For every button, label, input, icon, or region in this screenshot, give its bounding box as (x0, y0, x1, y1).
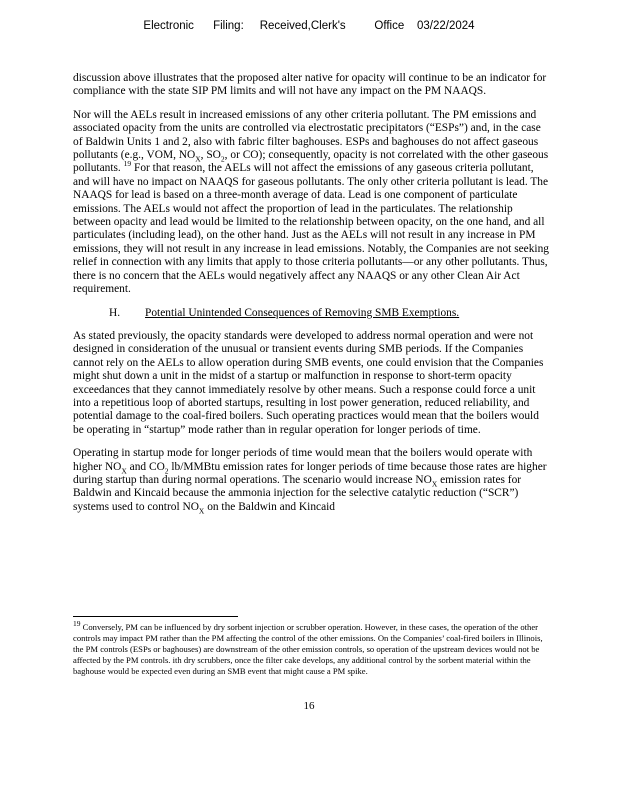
subscript: 2 (220, 154, 225, 164)
paragraph-startup-mode (73, 447, 551, 514)
section-letter: H. (109, 306, 121, 319)
subscript: X (431, 479, 438, 489)
subscript: X (121, 465, 127, 475)
text-run: Operating in startup mode for longer periods of time would mean that the boilers would operate with higher NO (73, 447, 533, 473)
subscript: 2 (164, 465, 169, 475)
section-heading (73, 307, 551, 320)
paragraph-criteria-pollutants (73, 109, 551, 297)
text-run: Nor will the AELs result in increased emissions of any other criteria pollutant. The PM emissions and associated opacity from the units are controlled via electrostatic precipitators (“ESPs”) and, in the case of Baldwin Units 1 and 2, also with fabric filter baghouses. ESPs and baghouses do not affect gaseous pollutants (e.g., VOM, NO (73, 108, 541, 162)
section-title: Potential Unintended Consequences of Removing SMB Exemptions. (145, 306, 460, 319)
paragraph-smb-consequences: As stated previously, the opacity standards were developed to address normal operation and were not designed in consideration of the unusual or transient events during SMB periods. If the Companies cannot rely on the AELs to allow operation during SMB events, one could envision that the Companies might shut down a unit in the midst of a startup or malfunction in response to short-term opacity exceedances that they cannot immediately resolve by other means. Such a response could force a unit into a repetitious loop of aborted startups, resulting in lost power generation, reduced reliability, and potential damage to the coal-fired boilers. Such operating practices would mean that the boilers would be operating in “startup” mode rather than in regular operation for longer periods of time. (73, 329, 544, 436)
text-run: , SO (200, 149, 221, 162)
text-run: and CO (126, 460, 165, 473)
text-run: on the Baldwin and Kincaid (204, 500, 335, 513)
text-run: lb/MMBtu emission rates for longer periods of time because those rates are higher during startup than during normal operations. The scenario would increase NO (73, 460, 547, 486)
paragraph-opacity-indicator: discussion above illustrates that the proposed alter native for opacity will continue to be an indicator for compliance with the state SIP PM limits and will not have any impact on the PM NAAQS. (73, 72, 547, 98)
footnote-text: Conversely, PM can be influenced by dry sorbent injection or scrubber operation. However, in these cases, the operation of the other controls may impact PM rather than the PM affecting the control of the other emissions. On the Companies’ coal-fired boilers in Illinois, the PM controls (ESPs or baghouses) are downstream of the other emission controls, so operation of the upstream devices would not be affected by the PM controls. ith dry scrubbers, once the filter cake develops, any additional control by the sorbent material within the baghouse would be expected even during an SMB event that might cause a PM spike. (73, 622, 543, 676)
footnote-reference: 19 (123, 159, 132, 169)
footnote-19 (73, 619, 551, 677)
footnote-number: 19 (73, 619, 81, 629)
subscript: X (198, 506, 205, 516)
electronic-filing-header: Electronic Filing: Received,Clerk's Office 03/22/2024 (143, 20, 475, 32)
footnote-divider (73, 616, 238, 617)
text-run: For that reason, the AELs will not affect the emissions of any gaseous criteria pollutant, and will have no impact on NAAQS for gaseous pollutants. The only other criteria pollutant is lead. The NAAQS for lead is based on a three-month average of data. Lead is one component of particulate emissions. The AELs would not affect the proportion of lead in the particulates. The relationship between opacity and lead would be limited to the relationship between opacity, on the one hand, and all particulates (including lead), on the other hand. Just as the AELs will not result in any increase in PM emissions, they will not result in any increase in lead emissions. Notably, the Companies are not seeking relief in connection with any limits that apply to those criteria pollutants—or any other pollutants. Thus, there is no concern that the AELs would negatively affect any NAAQS or any other Clean Air Act requirement. (73, 162, 549, 296)
text-run: emission rates for Baldwin and Kincaid because the ammonia injection for the selective catalytic reduction (“SCR”) systems used to control NO (73, 473, 522, 513)
subscript: X (195, 154, 201, 164)
text-run: , or CO); consequently, opacity is not correlated with the other gaseous pollutants. (73, 149, 549, 175)
document-body (73, 72, 551, 524)
page-number: 16 (303, 700, 315, 712)
